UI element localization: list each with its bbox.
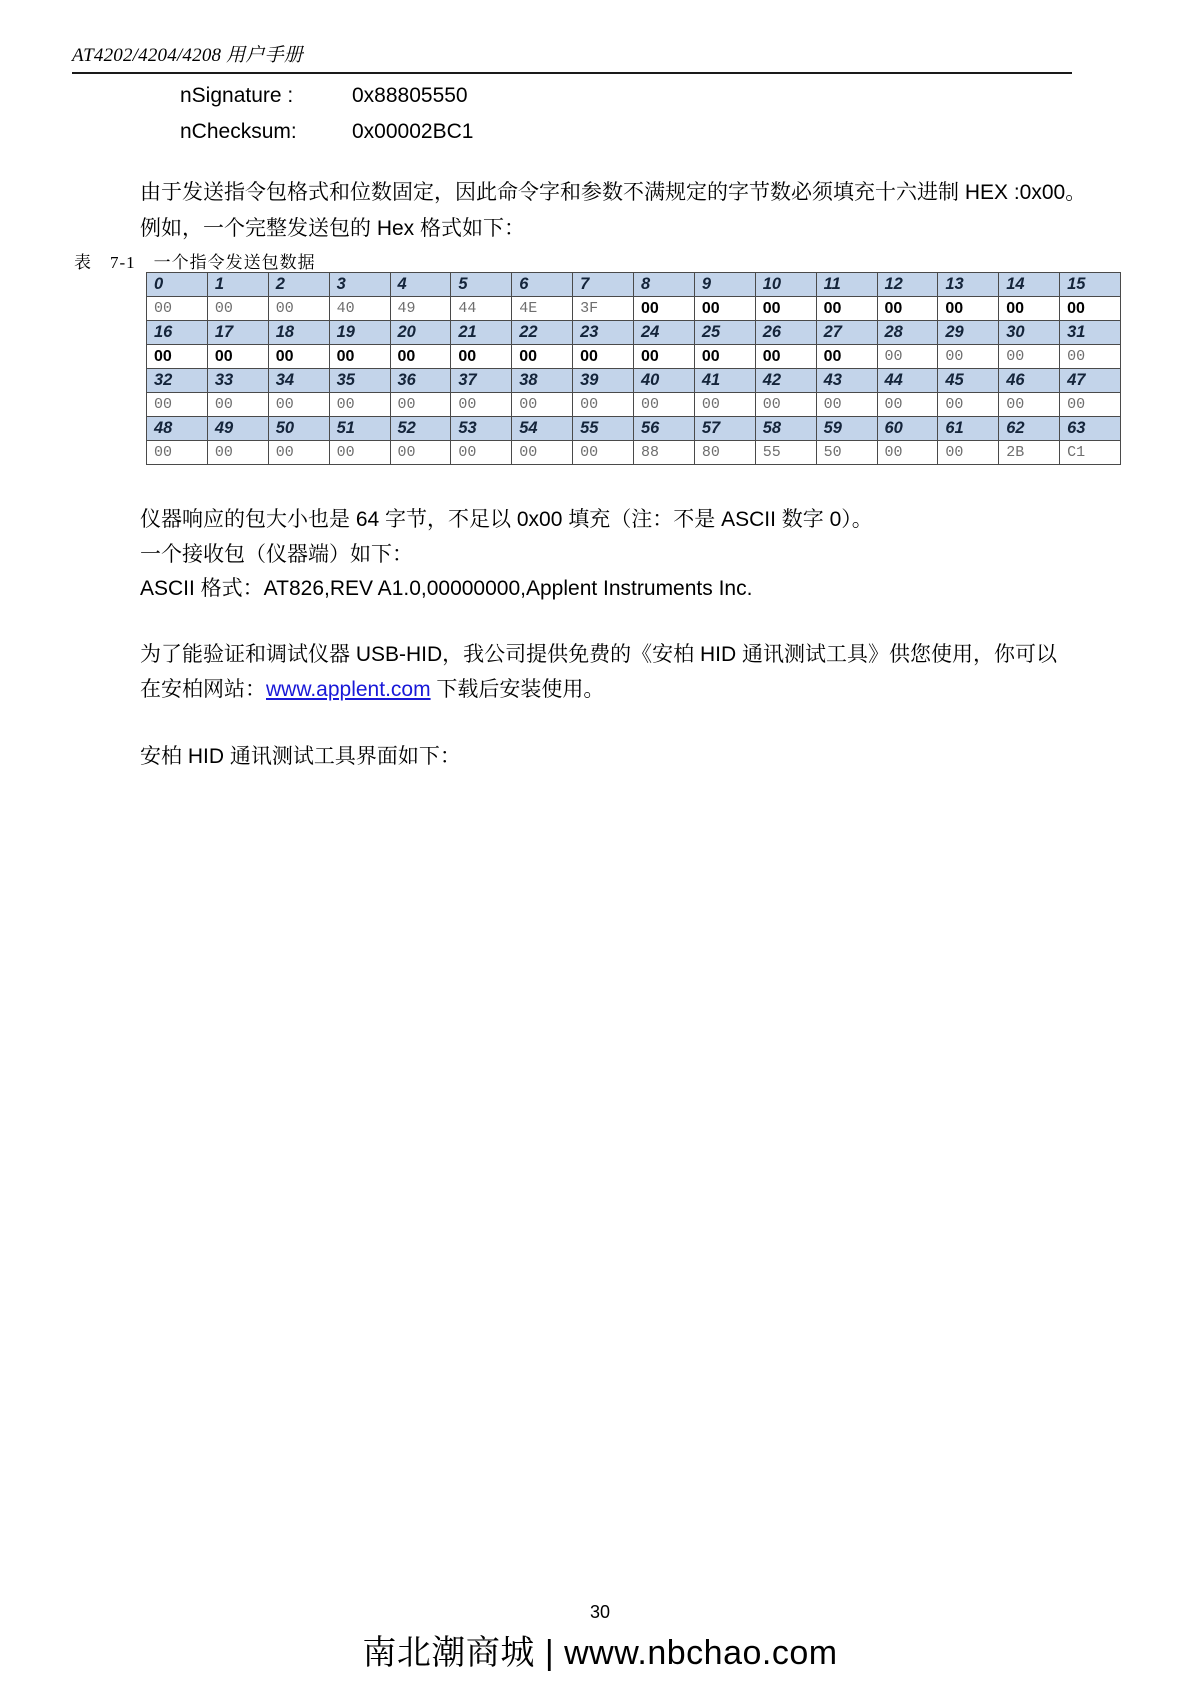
hex-index-cell: 41 [694, 369, 755, 393]
hex-index-cell: 1 [207, 273, 268, 297]
hex-value-cell: 4E [512, 297, 573, 321]
hex-index-cell: 28 [877, 321, 938, 345]
hex-index-cell: 47 [1060, 369, 1121, 393]
hex-index-cell: 53 [451, 417, 512, 441]
paragraph-ascii-format: ASCII 格式：AT826,REV A1.0,00000000,Applent Instruments Inc. [140, 577, 753, 600]
hex-index-cell: 38 [512, 369, 573, 393]
hex-index-row [147, 417, 1121, 441]
hex-value-cell: 00 [390, 441, 451, 465]
hex-index-cell: 26 [755, 321, 816, 345]
hex-index-cell: 8 [634, 273, 695, 297]
struct-field-key: nSignature : [180, 84, 294, 107]
table-caption-text: 一个指令发送包数据 [153, 253, 316, 272]
hex-index-cell: 31 [1060, 321, 1121, 345]
hex-index-row [147, 369, 1121, 393]
hex-index-cell: 20 [390, 321, 451, 345]
hex-index-cell: 3 [329, 273, 390, 297]
website-prefix-text: 在安柏网站： [140, 678, 266, 701]
footer-brand: 南北潮商城 | www.nbchao.com [362, 1634, 838, 1672]
hex-index-cell: 4 [390, 273, 451, 297]
hex-value-cell: 00 [268, 393, 329, 417]
hex-value-cell: 00 [390, 345, 451, 369]
struct-field-row [180, 78, 473, 114]
hex-index-cell: 46 [999, 369, 1060, 393]
hex-index-cell: 13 [938, 273, 999, 297]
hex-value-row [147, 441, 1121, 465]
hex-value-cell: 00 [816, 393, 877, 417]
hex-index-cell: 0 [147, 273, 208, 297]
hex-value-cell: 88 [634, 441, 695, 465]
hex-index-cell: 6 [512, 273, 573, 297]
hex-index-cell: 36 [390, 369, 451, 393]
hex-value-cell: 00 [451, 393, 512, 417]
hex-packet-table-body [147, 273, 1121, 465]
hex-index-cell: 50 [268, 417, 329, 441]
struct-field-value: 0x00002BC1 [352, 120, 474, 143]
struct-field-key: nChecksum: [180, 120, 297, 143]
applent-website-link[interactable]: www.applent.com [266, 678, 431, 701]
hex-index-cell: 42 [755, 369, 816, 393]
struct-field-value: 0x88805550 [352, 84, 468, 107]
hex-value-cell: 00 [329, 345, 390, 369]
hex-value-cell: 2B [999, 441, 1060, 465]
hex-index-cell: 22 [512, 321, 573, 345]
hex-index-cell: 12 [877, 273, 938, 297]
hex-index-cell: 30 [999, 321, 1060, 345]
hex-value-cell: 00 [207, 441, 268, 465]
hex-value-cell: 00 [634, 297, 695, 321]
hex-value-cell: 00 [573, 393, 634, 417]
paragraph-hid-tool-line2 [140, 673, 604, 707]
hex-value-cell: 00 [694, 297, 755, 321]
hex-value-cell: 00 [1060, 393, 1121, 417]
hex-value-cell: 00 [451, 441, 512, 465]
hex-value-cell: 00 [938, 297, 999, 321]
hex-index-cell: 48 [147, 417, 208, 441]
hex-packet-table [146, 272, 1121, 465]
hex-value-cell: 00 [634, 393, 695, 417]
table-caption-label: 表 [74, 253, 92, 272]
hex-index-cell: 9 [694, 273, 755, 297]
hex-index-row [147, 321, 1121, 345]
hex-index-cell: 51 [329, 417, 390, 441]
hex-index-cell: 16 [147, 321, 208, 345]
hex-value-cell: 00 [329, 393, 390, 417]
header-title: AT4202/4204/4208 用户手册 [72, 45, 303, 66]
hex-index-cell: 43 [816, 369, 877, 393]
website-suffix-text: 下载后安装使用。 [430, 678, 605, 701]
hex-index-cell: 61 [938, 417, 999, 441]
hex-value-cell: 00 [694, 345, 755, 369]
hex-index-cell: 54 [512, 417, 573, 441]
hex-value-cell: 00 [390, 393, 451, 417]
hex-index-cell: 19 [329, 321, 390, 345]
hex-value-cell: 00 [329, 441, 390, 465]
hex-index-cell: 5 [451, 273, 512, 297]
hex-index-cell: 55 [573, 417, 634, 441]
hex-value-cell: 00 [512, 441, 573, 465]
header-divider [72, 72, 1072, 74]
hex-value-cell: 00 [877, 441, 938, 465]
page-number: 30 [589, 1602, 611, 1622]
hex-index-cell: 35 [329, 369, 390, 393]
hex-value-cell: 00 [573, 441, 634, 465]
hex-value-cell: 00 [147, 345, 208, 369]
hex-index-cell: 33 [207, 369, 268, 393]
hex-index-cell: 14 [999, 273, 1060, 297]
hex-value-cell: 00 [755, 393, 816, 417]
hex-value-row [147, 393, 1121, 417]
hex-index-cell: 29 [938, 321, 999, 345]
hex-value-cell: 00 [634, 345, 695, 369]
hex-value-cell: 00 [1060, 297, 1121, 321]
paragraph-hid-tool-ui-intro: 安柏 HID 通讯测试工具界面如下： [140, 745, 461, 768]
struct-field-row [180, 114, 473, 150]
paragraph-example-intro: 例如，一个完整发送包的 Hex 格式如下： [140, 217, 526, 240]
hex-value-cell: 80 [694, 441, 755, 465]
hex-index-cell: 52 [390, 417, 451, 441]
hex-index-cell: 49 [207, 417, 268, 441]
hex-index-cell: 27 [816, 321, 877, 345]
hex-index-cell: 57 [694, 417, 755, 441]
hex-index-cell: 2 [268, 273, 329, 297]
hex-value-row [147, 297, 1121, 321]
hex-index-cell: 62 [999, 417, 1060, 441]
paragraph-hid-tool-line1: 为了能验证和调试仪器 USB-HID，我公司提供免费的《安柏 HID 通讯测试工具》供您使用，你可以 [140, 643, 1058, 666]
table-caption-number: 7-1 [110, 253, 136, 272]
hex-value-cell: 00 [816, 297, 877, 321]
hex-value-cell: 00 [207, 345, 268, 369]
hex-value-cell: 00 [268, 297, 329, 321]
hex-index-cell: 56 [634, 417, 695, 441]
hex-index-cell: 18 [268, 321, 329, 345]
hex-index-cell: 34 [268, 369, 329, 393]
hex-index-cell: 15 [1060, 273, 1121, 297]
hex-value-cell: 00 [268, 345, 329, 369]
running-header [72, 40, 1072, 74]
hex-value-cell: 00 [512, 345, 573, 369]
hex-index-cell: 10 [755, 273, 816, 297]
hex-index-cell: 24 [634, 321, 695, 345]
hex-index-cell: 63 [1060, 417, 1121, 441]
hex-index-cell: 7 [573, 273, 634, 297]
hex-value-cell: 00 [999, 345, 1060, 369]
hex-value-cell: 00 [999, 297, 1060, 321]
struct-field-list [180, 78, 473, 150]
hex-index-cell: 17 [207, 321, 268, 345]
hex-value-cell: 00 [938, 393, 999, 417]
paragraph-response-size: 仪器响应的包大小也是 64 字节，不足以 0x00 填充（注：不是 ASCII 数字 0）。 [140, 508, 873, 531]
hex-value-cell: 00 [755, 297, 816, 321]
table-caption [74, 248, 316, 273]
hex-value-cell: 50 [816, 441, 877, 465]
hex-value-cell: 00 [938, 345, 999, 369]
hex-value-cell: 00 [207, 297, 268, 321]
hex-value-cell: 00 [1060, 345, 1121, 369]
hex-value-cell: C1 [1060, 441, 1121, 465]
hex-index-cell: 44 [877, 369, 938, 393]
hex-value-cell: 00 [877, 345, 938, 369]
hex-index-cell: 45 [938, 369, 999, 393]
hex-index-cell: 21 [451, 321, 512, 345]
hex-value-cell: 49 [390, 297, 451, 321]
hex-index-cell: 23 [573, 321, 634, 345]
paragraph-receive-packet-intro: 一个接收包（仪器端）如下： [140, 543, 413, 566]
hex-value-cell: 00 [268, 441, 329, 465]
hex-index-cell: 60 [877, 417, 938, 441]
hex-value-row [147, 345, 1121, 369]
hex-index-cell: 40 [634, 369, 695, 393]
hex-value-cell: 44 [451, 297, 512, 321]
hex-value-cell: 40 [329, 297, 390, 321]
hex-index-cell: 39 [573, 369, 634, 393]
hex-index-cell: 11 [816, 273, 877, 297]
hex-value-cell: 00 [877, 297, 938, 321]
hex-value-cell: 3F [573, 297, 634, 321]
hex-value-cell: 00 [512, 393, 573, 417]
hex-value-cell: 00 [877, 393, 938, 417]
hex-value-cell: 00 [451, 345, 512, 369]
hex-index-cell: 25 [694, 321, 755, 345]
hex-value-cell: 00 [755, 345, 816, 369]
hex-value-cell: 00 [573, 345, 634, 369]
hex-value-cell: 00 [147, 441, 208, 465]
hex-value-cell: 55 [755, 441, 816, 465]
hex-index-cell: 58 [755, 417, 816, 441]
hex-value-cell: 00 [816, 345, 877, 369]
paragraph-padding-rule: 由于发送指令包格式和位数固定，因此命令字和参数不满规定的字节数必须填充十六进制 HEX :0x00。 [140, 181, 1087, 204]
hex-index-cell: 59 [816, 417, 877, 441]
hex-index-cell: 32 [147, 369, 208, 393]
hex-index-cell: 37 [451, 369, 512, 393]
hex-value-cell: 00 [694, 393, 755, 417]
hex-index-row [147, 273, 1121, 297]
hex-value-cell: 00 [147, 393, 208, 417]
hex-value-cell: 00 [207, 393, 268, 417]
hex-value-cell: 00 [938, 441, 999, 465]
hex-value-cell: 00 [147, 297, 208, 321]
hex-value-cell: 00 [999, 393, 1060, 417]
